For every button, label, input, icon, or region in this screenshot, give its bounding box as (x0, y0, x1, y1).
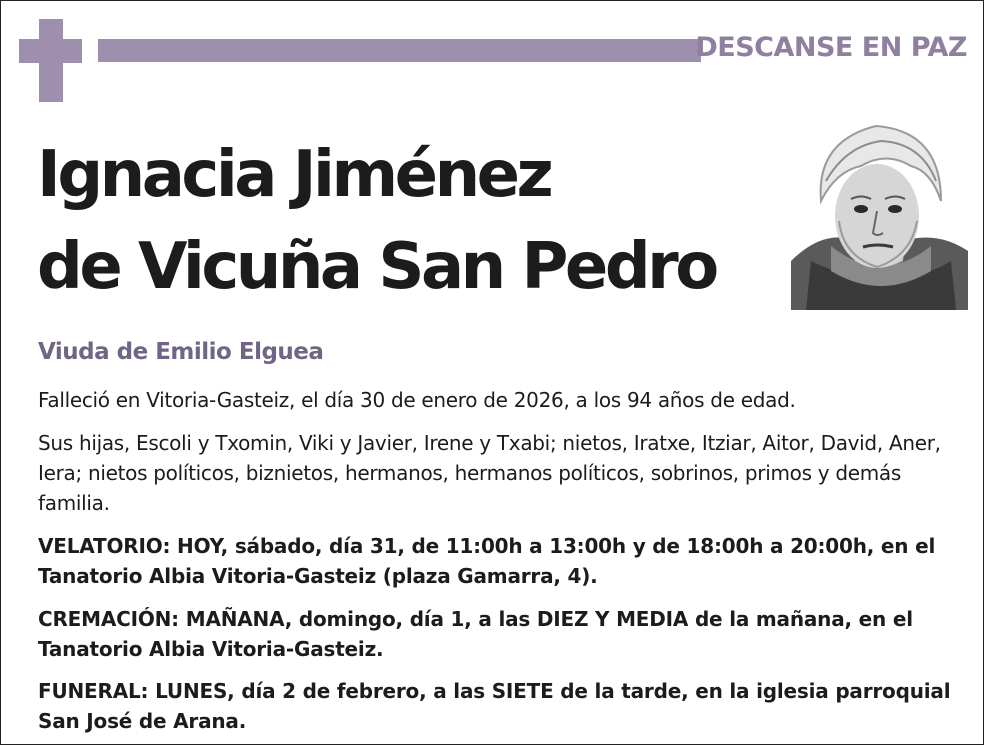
deceased-photo (791, 111, 968, 310)
header-tagline: DESCANSE EN PAZ (695, 32, 967, 63)
header-band (98, 39, 701, 62)
death-notice: Falleció en Vitoria-Gasteiz, el día 30 de enero de 2026, a los 94 años de edad. (38, 388, 796, 412)
name-line-2: de Vicuña San Pedro (37, 230, 716, 304)
cross-icon-bar (19, 39, 82, 63)
deceased-name (37, 129, 716, 313)
family-list: Sus hijas, Escoli y Txomin, Viki y Javier, Irene y Txabi; nietos, Iratxe, Itziar, Aitor, David, Aner, Iera; nietos políticos, biznietos, hermanos, hermanos políticos, sobrinos, primos y demás familia. (38, 431, 941, 515)
relation-line: Viuda de Emilio Elguea (38, 339, 324, 365)
name-line-1: Ignacia Jiménez (37, 138, 551, 212)
cremacion-info: CREMACIÓN: MAÑANA, domingo, día 1, a las DIEZ Y MEDIA de la mañana, en el Tanatorio Albia Vitoria-Gasteiz. (38, 607, 913, 661)
funeral-info: FUNERAL: LUNES, día 2 de febrero, a las SIETE de la tarde, en la iglesia parroquial San José de Arana. (38, 679, 951, 733)
velatorio-info: VELATORIO: HOY, sábado, día 31, de 11:00h a 13:00h y de 18:00h a 20:00h, en el Tanatorio Albia Vitoria-Gasteiz (plaza Gamarra, 4). (38, 534, 936, 588)
